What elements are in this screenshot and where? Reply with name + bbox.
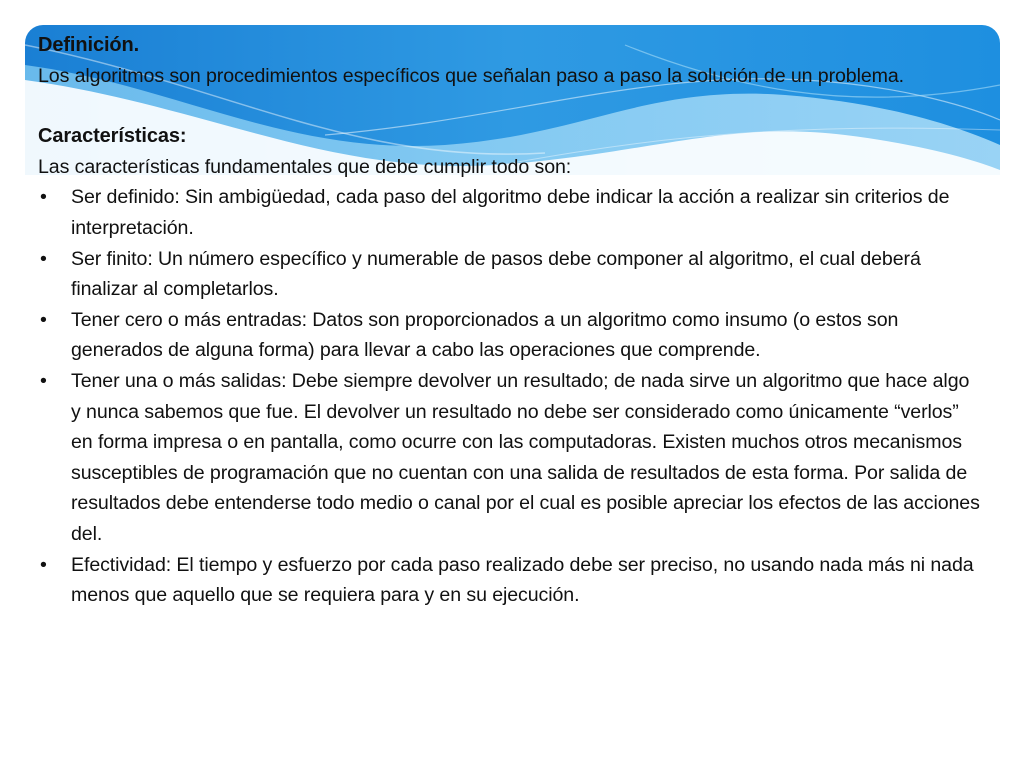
list-item bbox=[38, 550, 983, 611]
list-item bbox=[38, 305, 983, 366]
characteristics-heading: Características: bbox=[38, 125, 187, 148]
list-item-text: Efectividad: El tiempo y esfuerzo por cada paso realizado debe ser preciso, no usando nada más ni nada menos que aquello que se requiera para y en su ejecución. bbox=[71, 553, 974, 607]
list-item-text: Tener una o más salidas: Debe siempre devolver un resultado; de nada sirve un algoritmo que hace algo y nunca sabemos que fue. El devolver un resultado no debe ser considerado como únicamente “verlos” en forma impresa o en pantalla, como ocurre con las computadoras. Existen muchos otros mecanismos susceptibles de programación que no cuentan con una salida de resultados de esta forma. Por salida de resultados debe entenderse todo medio o canal por el cual es posible apreciar los efectos de las acciones del. bbox=[71, 369, 980, 545]
definition-heading: Definición. bbox=[38, 34, 140, 56]
bullet-icon: • bbox=[40, 186, 47, 209]
list-item-text: Tener cero o más entradas: Datos son proporcionados a un algoritmo como insumo (o estos son generados de alguna forma) para llevar a cabo las operaciones que comprende. bbox=[71, 308, 899, 362]
bullet-icon: • bbox=[40, 308, 47, 331]
characteristics-list bbox=[38, 182, 983, 610]
list-item bbox=[38, 182, 983, 243]
list-item bbox=[38, 366, 983, 550]
bullet-icon: • bbox=[40, 553, 47, 576]
bullet-icon: • bbox=[40, 247, 47, 270]
bullet-icon: • bbox=[40, 369, 47, 392]
spacer bbox=[38, 91, 983, 121]
definition-text: Los algoritmos son procedimientos específicos que señalan paso a paso la solución de un problema. bbox=[38, 64, 905, 87]
list-item-text: Ser definido: Sin ambigüedad, cada paso del algoritmo debe indicar la acción a realizar sin criterios de interpretación. bbox=[71, 186, 950, 239]
list-item bbox=[38, 244, 983, 305]
slide-content bbox=[38, 30, 983, 611]
list-item-text: Ser finito: Un número específico y numerable de pasos debe componer al algoritmo, el cual deberá finalizar al completarlos. bbox=[71, 247, 921, 301]
characteristics-intro: Las características fundamentales que debe cumplir todo son: bbox=[38, 155, 572, 178]
